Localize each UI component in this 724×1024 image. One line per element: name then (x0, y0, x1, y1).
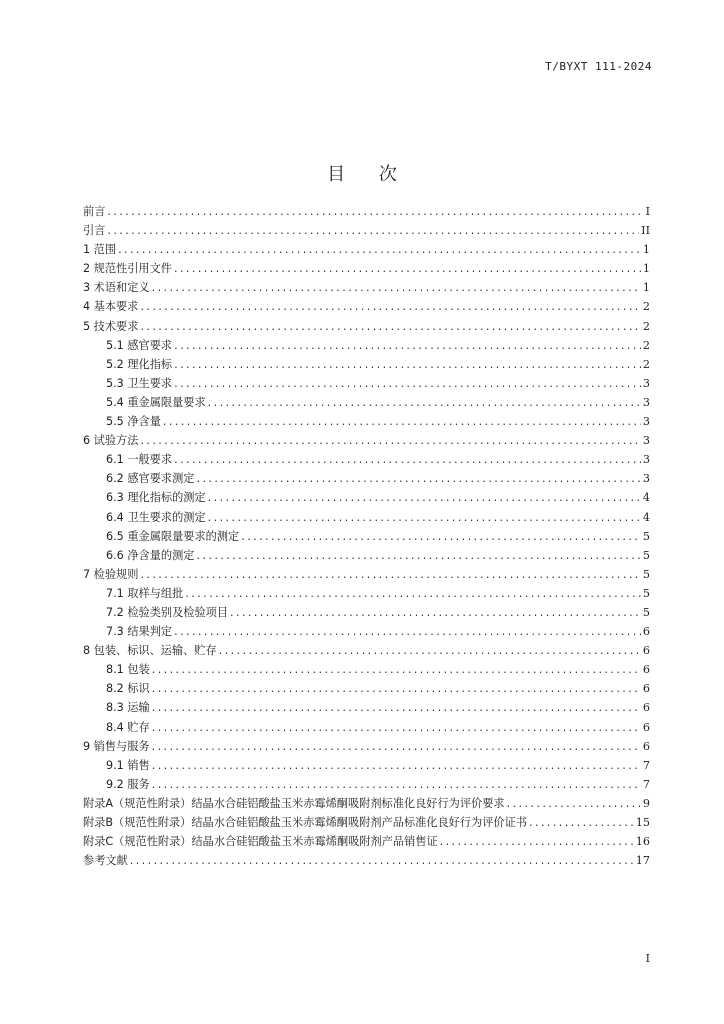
toc-entry[interactable] (83, 469, 650, 488)
toc-entry-label: 9.1 销售 (106, 758, 150, 772)
toc-leader-dots (140, 565, 640, 584)
toc-leader-dots (529, 813, 634, 832)
toc-entry-label: 2 规范性引用文件 (83, 262, 172, 276)
toc-entry[interactable] (83, 202, 650, 221)
toc-entry-page: 2 (642, 338, 650, 352)
toc-entry-label: 8.4 贮存 (106, 720, 150, 734)
toc-entry-label: 5.4 重金属限量要求 (106, 395, 206, 409)
toc-entry-label: 4 基本要求 (83, 300, 139, 314)
toc-entry-label: 6.4 卫生要求的测定 (106, 510, 206, 524)
toc-leader-dots (152, 660, 641, 679)
toc-entry-label: 5.3 卫生要求 (106, 376, 173, 390)
toc-leader-dots (208, 393, 641, 412)
toc-leader-dots (174, 450, 641, 469)
toc-entry[interactable] (83, 832, 650, 851)
toc-entry-label: 8.2 标识 (106, 682, 150, 696)
toc-leader-dots (152, 698, 641, 717)
toc-leader-dots (152, 737, 641, 756)
toc-entry[interactable] (83, 679, 650, 698)
toc-leader-dots (152, 775, 641, 794)
toc-entry-page: 1 (642, 262, 650, 276)
toc-entry-page: 3 (642, 376, 650, 390)
toc-entry-label: 9.2 服务 (106, 777, 150, 791)
toc-leader-dots (152, 718, 641, 737)
toc-leader-dots (196, 469, 640, 488)
toc-leader-dots (163, 412, 641, 431)
toc-entry[interactable] (83, 813, 650, 832)
toc-entry[interactable] (83, 527, 650, 546)
toc-entry-page: 5 (642, 548, 650, 562)
toc-entry-page: 5 (642, 586, 650, 600)
toc-leader-dots (196, 546, 640, 565)
toc-entry[interactable] (83, 584, 650, 603)
toc-leader-dots (440, 832, 634, 851)
toc-entry-page: 3 (642, 395, 650, 409)
toc-leader-dots (130, 851, 634, 870)
toc-entry[interactable] (83, 641, 650, 660)
toc-entry-page: 6 (642, 701, 650, 715)
toc-entry-label: 参考文献 (83, 854, 128, 868)
toc-entry[interactable] (83, 756, 650, 775)
toc-entry-page: 4 (642, 491, 650, 505)
toc-entry-page: 6 (642, 663, 650, 677)
toc-entry-page: I (645, 205, 650, 218)
toc-entry-label: 前言 (83, 205, 106, 218)
toc-entry-page: 5 (642, 605, 650, 619)
toc-entry-label: 9 销售与服务 (83, 739, 150, 753)
toc-entry-page: 4 (642, 510, 650, 524)
toc-leader-dots (507, 794, 641, 813)
toc-entry-label: 7.1 取样与组批 (106, 586, 184, 600)
toc-entry-page: 7 (642, 777, 650, 791)
toc-entry[interactable] (83, 851, 650, 870)
toc-entry-label: 5.2 理化指标 (106, 357, 173, 371)
toc-entry-label: 附录C（规范性附录）结晶水合硅铝酸盐玉米赤霉烯酮吸附剂产品销售证 (83, 835, 438, 849)
toc-entry[interactable] (83, 488, 650, 507)
toc-leader-dots (230, 603, 641, 622)
toc-entry[interactable] (83, 412, 650, 431)
toc-entry-label: 附录A（规范性附录）结晶水合硅铝酸盐玉米赤霉烯酮吸附剂标准化良好行为评价要求 (83, 796, 505, 810)
toc-entry[interactable] (83, 775, 650, 794)
toc-entry-label: 6.5 重金属限量要求的测定 (106, 529, 240, 543)
toc-leader-dots (208, 508, 641, 527)
toc-leader-dots (241, 527, 641, 546)
toc-entry-page: 6 (642, 625, 650, 639)
toc-entry-label: 7.2 检验类别及检验项目 (106, 605, 229, 619)
toc-entry[interactable] (83, 794, 650, 813)
toc-entry-page: 15 (635, 816, 650, 829)
toc-entry-label: 6.2 感官要求测定 (106, 472, 195, 486)
toc-entry-label: 5.5 净含量 (106, 415, 161, 429)
toc-entry[interactable] (83, 221, 650, 240)
toc-entry-label: 8.1 包装 (106, 663, 150, 677)
toc-entry-label: 7 检验规则 (83, 567, 139, 581)
toc-leader-dots (174, 336, 641, 355)
toc-entry-label: 1 范围 (83, 243, 117, 257)
toc-entry-page: 1 (642, 243, 650, 257)
toc-entry-label: 引言 (83, 224, 106, 238)
toc-leader-dots (107, 221, 639, 240)
toc-entry[interactable] (83, 622, 650, 641)
toc-entry[interactable] (83, 393, 650, 412)
toc-entry-page: 3 (642, 472, 650, 486)
toc-entry-label: 6.3 理化指标的测定 (106, 491, 206, 505)
toc-title: 目 次 (327, 164, 411, 185)
toc-entry-page: 1 (642, 281, 650, 295)
toc-entry-label: 附录B（规范性附录）结晶水合硅铝酸盐玉米赤霉烯酮吸附剂产品标准化良好行为评价证书 (83, 816, 527, 829)
toc-leader-dots (174, 355, 641, 374)
toc-entry[interactable] (83, 374, 650, 393)
toc-entry-label: 8 包装、标识、运输、贮存 (83, 644, 217, 658)
toc-entry-page: 5 (642, 567, 650, 581)
toc-entry-page: 6 (642, 682, 650, 696)
toc-entry-page: 2 (642, 357, 650, 371)
toc-entry[interactable] (83, 450, 650, 469)
toc-entry[interactable] (83, 603, 650, 622)
toc-entry-label: 3 术语和定义 (83, 281, 150, 295)
toc-leader-dots (174, 622, 641, 641)
toc-entry-label: 8.3 运输 (106, 701, 150, 715)
toc-entry[interactable] (83, 565, 650, 584)
toc-entry-page: 2 (642, 300, 650, 314)
toc-entry-page: 6 (642, 739, 650, 753)
toc-entry-page: II (641, 224, 650, 238)
toc-leader-dots (107, 202, 643, 221)
toc-entry-label: 6.6 净含量的测定 (106, 548, 195, 562)
toc-entry-page: 9 (642, 796, 650, 810)
toc-entry-page: 7 (642, 758, 650, 772)
toc-entry[interactable] (83, 698, 650, 717)
toc-entry[interactable] (83, 259, 650, 278)
toc-entry[interactable] (83, 546, 650, 565)
toc-entry[interactable] (83, 278, 650, 297)
toc-entry[interactable] (83, 431, 650, 450)
toc-entry[interactable] (83, 355, 650, 374)
toc-leader-dots (152, 679, 641, 698)
toc-leader-dots (140, 431, 640, 450)
toc-entry[interactable] (83, 718, 650, 737)
toc-leader-dots (152, 756, 641, 775)
toc-entry[interactable] (83, 336, 650, 355)
page-number: I (645, 952, 650, 965)
toc-entry[interactable] (83, 240, 650, 259)
toc-leader-dots (152, 278, 641, 297)
toc-leader-dots (174, 259, 641, 278)
document-code: T/BYXT 111-2024 (545, 60, 652, 73)
toc-leader-dots (174, 374, 641, 393)
toc-leader-dots (185, 584, 641, 603)
toc-entry[interactable] (83, 297, 650, 316)
toc-entry-page: 17 (635, 854, 650, 868)
toc-leader-dots (118, 240, 641, 259)
toc-entry[interactable] (83, 660, 650, 679)
toc-entry-label: 6.1 一般要求 (106, 453, 173, 467)
toc-entry[interactable] (83, 508, 650, 527)
toc-entry-label: 6 试验方法 (83, 434, 139, 448)
toc-entry-page: 2 (642, 319, 650, 333)
toc-entry-page: 16 (635, 835, 650, 849)
toc-entry-page: 3 (642, 434, 650, 448)
toc-entry-page: 6 (642, 644, 650, 658)
toc-entry[interactable] (83, 737, 650, 756)
table-of-contents (83, 202, 650, 870)
toc-entry-label: 5.1 感官要求 (106, 338, 173, 352)
toc-entry-page: 3 (642, 453, 650, 467)
toc-leader-dots (219, 641, 641, 660)
toc-entry-label: 7.3 结果判定 (106, 625, 173, 639)
toc-leader-dots (140, 297, 640, 316)
toc-leader-dots (140, 317, 640, 336)
toc-entry-label: 5 技术要求 (83, 319, 139, 333)
toc-entry[interactable] (83, 317, 650, 336)
toc-entry-page: 5 (642, 529, 650, 543)
toc-entry-page: 6 (642, 720, 650, 734)
toc-entry-page: 3 (642, 415, 650, 429)
toc-leader-dots (208, 488, 641, 507)
